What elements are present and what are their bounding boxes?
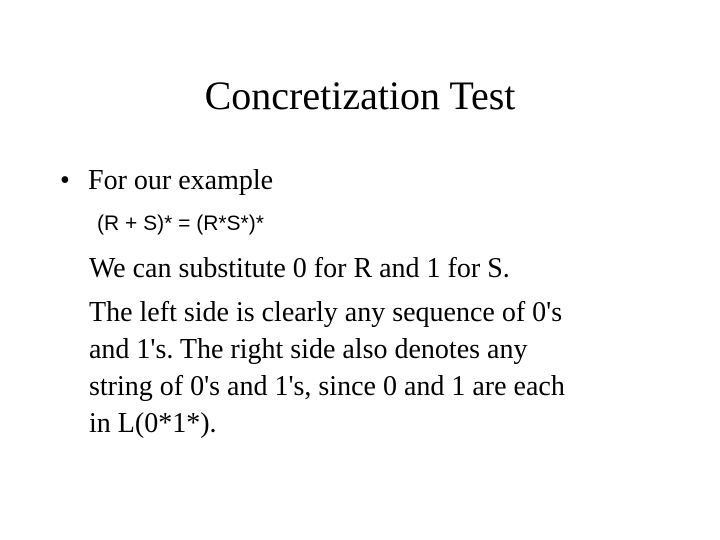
bullet-item — [60, 163, 273, 199]
equation-text: (R + S)* = (R*S*)* — [97, 212, 264, 235]
paragraph-line: and 1's. The right side also denotes any — [89, 334, 528, 365]
paragraph-substitution: We can substitute 0 for R and 1 for S. — [89, 253, 510, 284]
paragraph-explanation — [89, 294, 565, 442]
slide-title: Concretization Test — [204, 73, 516, 118]
paragraph-line: The left side is clearly any sequence of 0's — [89, 297, 563, 328]
bullet-icon: • — [60, 165, 70, 196]
paragraph-line: in L(0*1*). — [89, 408, 217, 439]
paragraph-line: string of 0's and 1's, since 0 and 1 are each — [89, 371, 565, 402]
bullet-text: For our example — [88, 165, 274, 196]
